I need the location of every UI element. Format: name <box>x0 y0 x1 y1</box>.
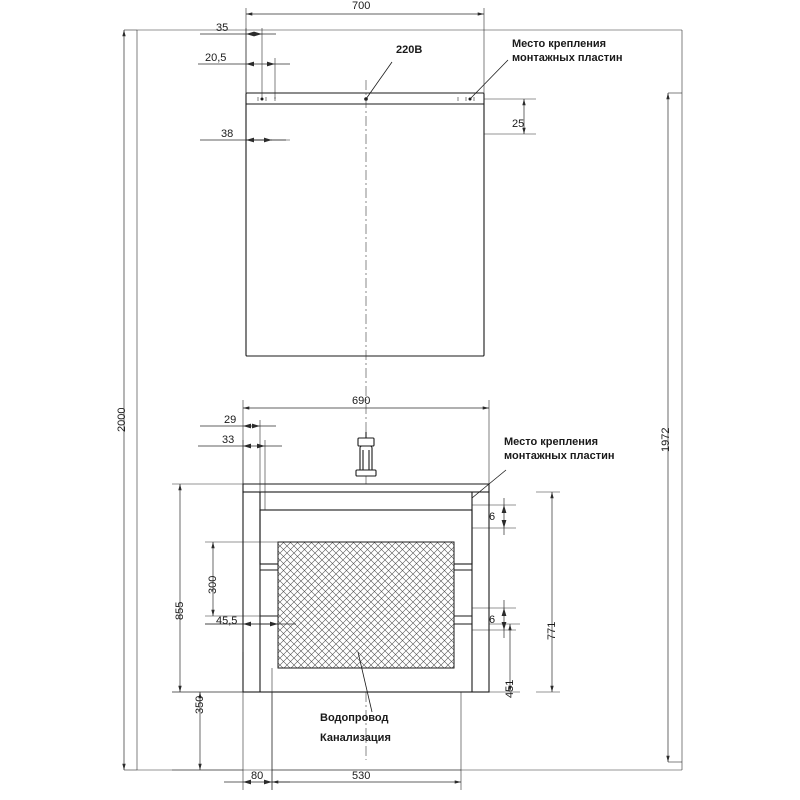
annotation-mount-bottom-line2: монтажных пластин <box>504 450 615 462</box>
annotation-power: 220В <box>396 44 423 56</box>
dim-label-6-lower: 6 <box>489 614 496 626</box>
dim-label-451: 451 <box>504 679 516 698</box>
dim-label-700: 700 <box>352 0 371 12</box>
leader-mount-top <box>470 60 508 99</box>
dim-label-29: 29 <box>224 414 237 426</box>
dim-label-35: 35 <box>216 22 229 34</box>
dim-label-771: 771 <box>546 621 558 640</box>
dim-label-300: 300 <box>207 575 219 594</box>
dim-label-80: 80 <box>251 770 264 782</box>
dim-350 <box>172 692 243 770</box>
annotation-mount-bottom-line1: Место крепления <box>504 436 599 448</box>
dim-771 <box>536 492 560 692</box>
dim-label-2000: 2000 <box>116 407 128 432</box>
dim-2000 <box>124 30 137 770</box>
dim-25 <box>484 99 536 134</box>
dim-label-855: 855 <box>174 601 186 620</box>
annotation-plumbing-line2: Канализация <box>320 732 391 744</box>
dim-label-530: 530 <box>352 770 371 782</box>
dim-mirror-width <box>246 8 484 93</box>
dim-label-6-upper: 6 <box>489 511 496 523</box>
faucet <box>356 432 376 476</box>
dim-label-38: 38 <box>221 128 234 140</box>
dim-label-25: 25 <box>512 118 525 130</box>
cabinet-body <box>243 484 489 692</box>
mirror-body <box>246 93 484 356</box>
dim-label-1972: 1972 <box>660 427 672 452</box>
annotation-plumbing-line1: Водопровод <box>320 712 389 724</box>
annotation-mount-top-line1: Место крепления <box>512 38 607 50</box>
dim-label-350: 350 <box>194 695 206 714</box>
annotation-mount-top-line2: монтажных пластин <box>512 52 623 64</box>
dim-29 <box>200 420 276 492</box>
dim-label-20-5: 20,5 <box>205 52 227 64</box>
dim-label-690: 690 <box>352 395 371 407</box>
dim-label-45-5: 45,5 <box>216 615 238 627</box>
dim-label-33: 33 <box>222 434 235 446</box>
